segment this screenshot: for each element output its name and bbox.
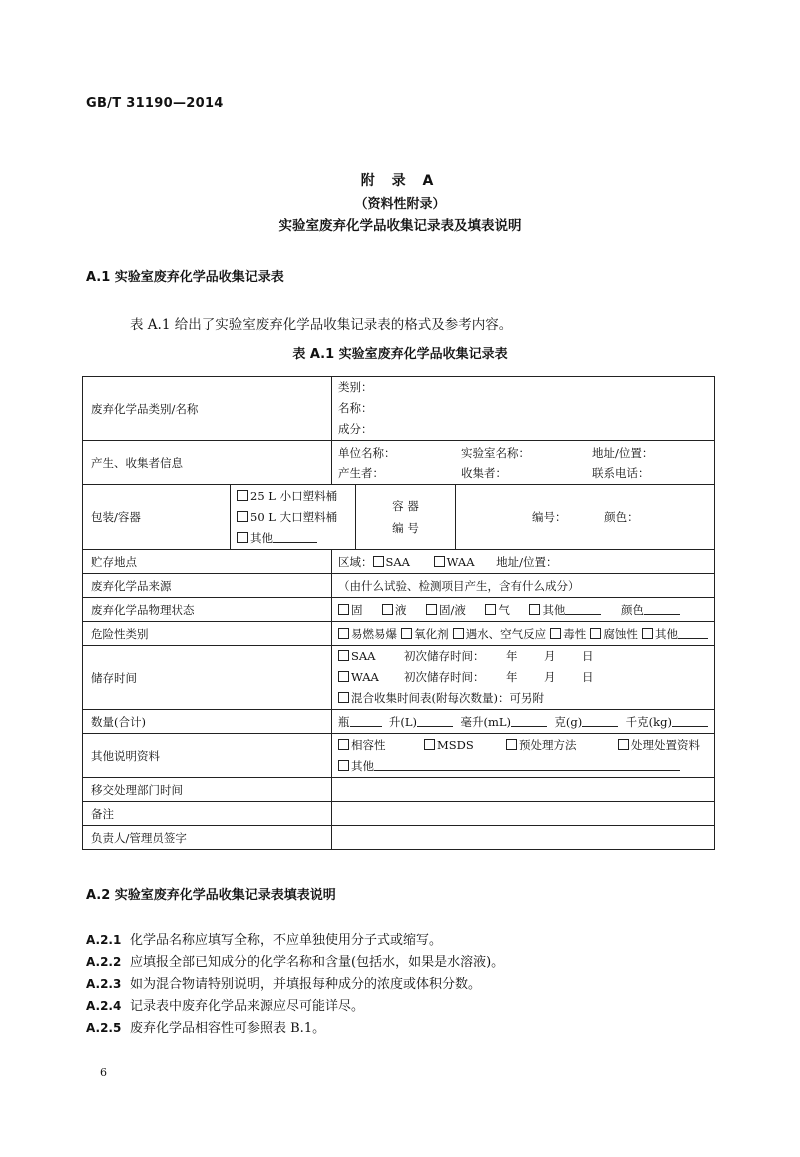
page-number: 6 <box>100 1066 107 1079</box>
row-label: 移交处理部门时间 <box>83 778 332 802</box>
checkbox-icon[interactable] <box>642 628 653 639</box>
other-docs-options <box>332 734 715 778</box>
row-physical-state <box>83 598 715 622</box>
checkbox-icon[interactable] <box>373 556 384 567</box>
unit-name-label: 单位名称： <box>338 445 396 460</box>
section-a1-paragraph: 表 A.1 给出了实验室废弃化学品收集记录表的格式及参考内容。 <box>130 317 513 333</box>
checkbox-icon[interactable] <box>338 628 349 639</box>
note-item: A.2.1 化学品名称应填写全称，不应单独使用分子式或缩写。 <box>86 933 443 948</box>
hazard-toxic[interactable]: 毒性 <box>550 626 586 642</box>
checkbox-icon[interactable] <box>618 739 629 750</box>
container-label: 容 器 <box>392 499 419 513</box>
category-field: 类别： <box>338 380 373 394</box>
standard-code: GB/T 31190—2014 <box>86 96 224 111</box>
blank-line[interactable] <box>417 715 453 727</box>
row-other-docs <box>83 734 715 778</box>
row-category-name <box>83 377 715 441</box>
first-storage-label: 初次储存时间： <box>404 670 485 684</box>
composition-field: 成分： <box>338 422 373 436</box>
row-label: 负责人/管理员签字 <box>83 826 332 850</box>
hazard-oxidizer[interactable]: 氧化剂 <box>401 626 449 642</box>
remarks-field[interactable] <box>332 802 715 826</box>
note-item: A.2.3 如为混合物请特别说明，并填报每种成分的浓度或体积分数。 <box>86 977 482 992</box>
qty-milliliters[interactable]: 毫升(mL) <box>460 714 547 730</box>
checkbox-icon[interactable] <box>237 511 248 522</box>
mixed-collection-option[interactable]: 混合收集时间表(附每次数量)：可另附 <box>338 688 708 709</box>
checkbox-icon[interactable] <box>338 739 349 750</box>
row-label: 其他说明资料 <box>83 734 332 778</box>
table-caption: 表 A.1 实验室废弃化学品收集记录表 <box>292 347 508 362</box>
checkbox-icon[interactable] <box>338 604 349 615</box>
blank-line[interactable] <box>582 715 618 727</box>
first-storage-label: 初次储存时间： <box>404 649 485 663</box>
doc-msds[interactable]: MSDS <box>424 735 506 756</box>
hazard-corrosive[interactable]: 腐蚀性 <box>590 626 638 642</box>
waa-option[interactable]: WAA <box>446 554 475 569</box>
state-liquid[interactable]: 液 <box>382 602 407 618</box>
checkbox-icon[interactable] <box>338 760 349 771</box>
qty-kilograms[interactable]: 千克(kg) <box>626 714 708 730</box>
phone-label: 联系电话： <box>592 465 650 480</box>
signature-field[interactable] <box>332 826 715 850</box>
row-hazard-class <box>83 622 715 646</box>
quantity-fields <box>332 710 715 734</box>
row-transfer-time <box>83 778 715 802</box>
checkbox-icon[interactable] <box>401 628 412 639</box>
packaging-options <box>231 485 456 550</box>
address-label: 地址/位置： <box>592 445 654 460</box>
producer-label: 产生者： <box>338 465 384 480</box>
doc-disposal[interactable]: 处理处置资料 <box>618 738 700 752</box>
code-label: 编号： <box>532 510 567 524</box>
state-gas[interactable]: 气 <box>485 602 510 618</box>
row-label: 包装/容器 <box>83 485 231 550</box>
row-label: 储存时间 <box>83 646 332 710</box>
checkbox-icon[interactable] <box>434 556 445 567</box>
row-quantity <box>83 710 715 734</box>
blank-line[interactable] <box>374 759 680 771</box>
row-label: 废弃化学品类别/名称 <box>83 377 332 441</box>
blank-line[interactable] <box>678 627 708 639</box>
hazard-class-options <box>332 622 715 646</box>
state-other[interactable]: 其他 <box>529 602 601 618</box>
blank-line[interactable] <box>511 715 547 727</box>
category-name-field[interactable] <box>332 377 715 441</box>
doc-other[interactable]: 其他 <box>338 756 708 777</box>
row-packaging <box>83 485 715 550</box>
row-label: 数量(合计) <box>83 710 332 734</box>
saa-option[interactable]: SAA <box>385 554 410 569</box>
row-label: 废弃化学品来源 <box>83 574 332 598</box>
hazard-water-reactive[interactable]: 遇水、空气反应 <box>453 626 547 642</box>
producer-info-field[interactable] <box>332 441 715 485</box>
checkbox-icon[interactable] <box>338 650 349 661</box>
state-color[interactable]: 颜色 <box>621 602 680 618</box>
checkbox-icon[interactable] <box>382 604 393 615</box>
checkbox-icon[interactable] <box>338 671 349 682</box>
physical-state-options <box>332 598 715 622</box>
doc-compatibility[interactable]: 相容性 <box>338 735 424 756</box>
appendix-type: （资料性附录） <box>354 197 446 212</box>
section-a1-heading: A.1 实验室废弃化学品收集记录表 <box>86 270 284 285</box>
option-50l[interactable]: 50 L 大口塑料桶 <box>237 507 355 528</box>
lab-name-label: 实验室名称： <box>461 445 530 460</box>
blank-line[interactable] <box>644 603 680 615</box>
state-solid-liquid[interactable]: 固/液 <box>426 602 466 618</box>
collector-label: 收集者： <box>461 465 507 480</box>
name-field: 名称： <box>338 401 373 415</box>
hazard-other[interactable]: 其他 <box>642 626 708 642</box>
checkbox-icon[interactable] <box>453 628 464 639</box>
container-code-color[interactable] <box>456 485 715 550</box>
hazard-flammable[interactable]: 易燃易爆 <box>338 626 397 642</box>
blank-line[interactable] <box>565 603 601 615</box>
row-label: 危险性类别 <box>83 622 332 646</box>
row-label: 废弃化学品物理状态 <box>83 598 332 622</box>
row-label: 贮存地点 <box>83 550 332 574</box>
qty-bottles[interactable]: 瓶 <box>338 714 382 730</box>
section-a2-heading: A.2 实验室废弃化学品收集记录表填表说明 <box>86 888 336 903</box>
checkbox-icon[interactable] <box>424 739 435 750</box>
blank-line[interactable] <box>672 715 708 727</box>
row-label: 备注 <box>83 802 332 826</box>
row-producer-info <box>83 441 715 485</box>
blank-line[interactable] <box>350 715 382 727</box>
option-25l[interactable]: 25 L 小口塑料桶 <box>237 486 355 507</box>
checkbox-icon[interactable] <box>590 628 601 639</box>
saa-option[interactable]: SAA <box>351 649 376 663</box>
checkbox-icon[interactable] <box>550 628 561 639</box>
row-label: 产生、收集者信息 <box>83 441 332 485</box>
storage-time-field[interactable]: SAA 初次储存时间： 年 月 日 WAA 初次储存时间： 年 月 日 混合收集时间表(附每次数量)：可另附 <box>332 646 715 710</box>
state-solid[interactable]: 固 <box>338 602 363 618</box>
row-signature <box>83 826 715 850</box>
appendix-title: 实验室废弃化学品收集记录表及填表说明 <box>278 218 522 234</box>
qty-liters[interactable]: 升(L) <box>389 714 453 730</box>
note-item: A.2.2 应填报全部已知成分的化学名称和含量(包括水，如果是水溶液)。 <box>86 955 505 970</box>
checkbox-icon[interactable] <box>237 490 248 501</box>
area-label: 区域： <box>338 554 373 569</box>
checkbox-icon[interactable] <box>529 604 540 615</box>
number-label: 编 号 <box>392 521 419 535</box>
row-storage-location <box>83 550 715 574</box>
row-source <box>83 574 715 598</box>
appendix-label: 附 录 A <box>360 173 440 189</box>
note-item: A.2.4 记录表中废弃化学品来源应尽可能详尽。 <box>86 999 365 1014</box>
row-remarks <box>83 802 715 826</box>
row-storage-time <box>83 646 715 710</box>
waa-option[interactable]: WAA <box>351 670 379 684</box>
transfer-time-field[interactable] <box>332 778 715 802</box>
storage-location-field[interactable] <box>332 550 715 574</box>
checkbox-icon[interactable] <box>237 532 248 543</box>
color-label: 颜色： <box>604 510 639 524</box>
checkbox-icon[interactable] <box>338 692 349 703</box>
collection-record-table <box>82 376 715 850</box>
source-field[interactable]: （由什么试验、检测项目产生，含有什么成分） <box>332 574 715 598</box>
checkbox-icon[interactable] <box>506 739 517 750</box>
doc-pretreatment[interactable]: 预处理方法 <box>506 735 618 756</box>
qty-grams[interactable]: 克(g) <box>554 714 618 730</box>
blank-line[interactable] <box>273 531 317 543</box>
checkbox-icon[interactable] <box>485 604 496 615</box>
option-other[interactable]: 其他 <box>237 528 355 549</box>
note-item: A.2.5 废弃化学品相容性可参照表 B.1。 <box>86 1021 326 1036</box>
location-label: 地址/位置： <box>496 554 558 569</box>
checkbox-icon[interactable] <box>426 604 437 615</box>
